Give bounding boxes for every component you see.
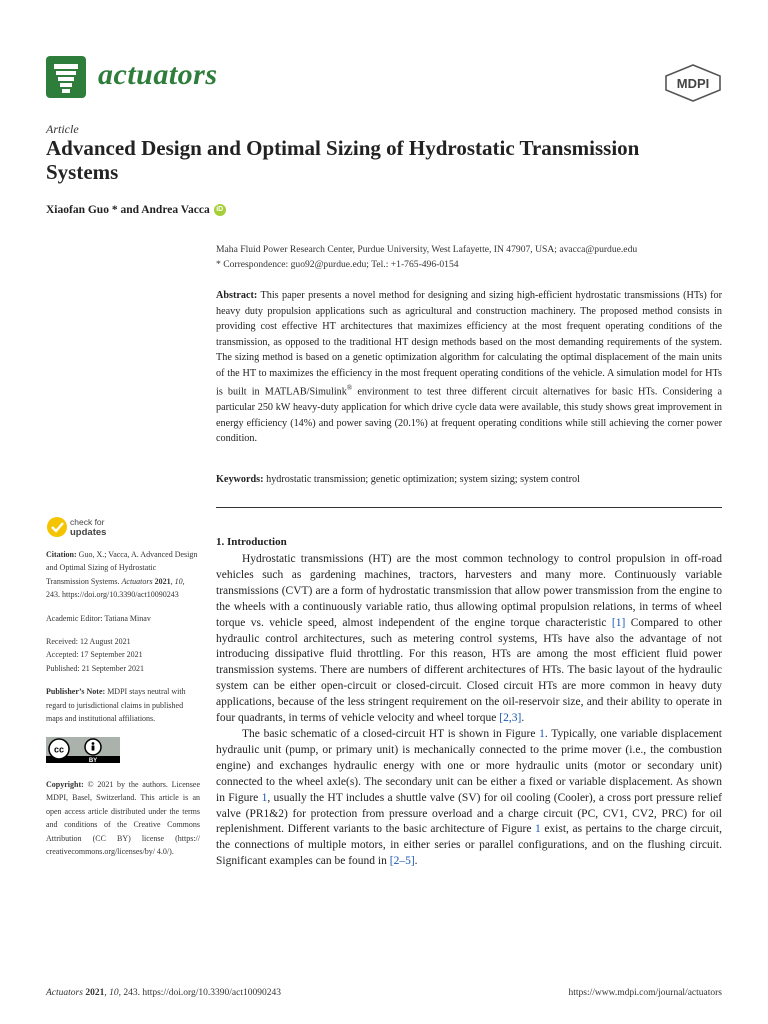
registered-mark: ® (346, 384, 353, 393)
divider (216, 507, 722, 508)
text-run: exist, as pertains to the charge circuit, the connections of multiple motors, in either series or parallel configurations, and on the flushing circuit. Significant examples can be found in (216, 823, 722, 868)
citation-volume: , 10, (170, 576, 185, 586)
cc-badge-label: BY (88, 758, 98, 764)
citation-doi[interactable]: 243. https://doi.org/10.3390/act10090243 (46, 590, 179, 600)
figure-link[interactable]: 1 (539, 727, 545, 740)
publishers-note (46, 685, 200, 725)
citation (46, 548, 200, 602)
check-updates-line2: updates (70, 527, 107, 538)
actuators-logo-icon (46, 56, 86, 98)
correspondence: * Correspondence: guo92@purdue.edu; Tel.: +1-765-496-0154 (216, 259, 459, 270)
citation-link[interactable]: [2–5] (389, 855, 415, 868)
keywords-text: hydrostatic transmission; genetic optimization; system sizing; system control (263, 474, 580, 485)
mdpi-label: MDPI (676, 76, 710, 91)
copyright-label: Copyright: (46, 779, 84, 789)
text-run: . (521, 712, 525, 725)
keywords-label: Keywords: (216, 474, 264, 485)
copyright (46, 778, 200, 858)
svg-text:cc: cc (53, 744, 65, 755)
authors (46, 204, 226, 216)
copyright-text: © 2021 by the authors. Licensee MDPI, Basel, Switzerland. This article is an open access article distributed under the terms and conditions of the Creative Commons Attribution (CC BY) license (https:// creativecommons.org/licenses/by/ 4.0/). (46, 779, 200, 856)
abstract-text-2: environment to test three different circuit alternatives for basic HTs. Considering a particular 250 kW heavy-duty application for which drive cycle data were available, this study shows great improvement in energy efficiency (14%) and power saving (20.1%) at frequent operating conditions while still achieving the corner power condition. (216, 386, 722, 445)
footer-year: 2021 (82, 988, 105, 998)
citation-year: 2021 (152, 576, 171, 586)
figure-link[interactable]: 1 (535, 823, 541, 836)
text-run: , usually the HT includes a shuttle valve (SV) for oil cooling (Cooler), a cross port pressure relief valve (PR1&2) for protection from pressure overload and a charge circuit (PC, CV1, CV2, PRC) for oil replenishment. Different variants to the basic architecture of Figure (216, 791, 722, 836)
abstract-label: Abstract: (216, 290, 258, 301)
footer-citation (46, 988, 281, 998)
text-run: . (414, 855, 418, 868)
text-run: Hydrostatic transmissions (HT) are the most common technology to control propulsion in off-road vehicles such as gardening machines, tractors, harvesters and many more. Continuously variable transmissions (CVT) are a form of hydrostatic transmission that allow power transmission from the engine to the wheels with a continuously variable ratio, thus allowing optimal propulsion relations, in terms of wheel torque vs. vehicle speed, almost independent of the engine torque characteristic (216, 553, 722, 629)
note-text: MDPI stays neutral with regard to jurisdictional claims in published maps and institutional affiliations. (46, 687, 186, 724)
figure-link[interactable]: 1 (261, 791, 268, 804)
introduction-body (216, 552, 722, 870)
academic-editor: Academic Editor: Tatiana Minav (46, 613, 151, 623)
journal-name: actuators (98, 58, 218, 91)
footer-journal: Actuators (46, 988, 83, 998)
dates (46, 635, 200, 675)
check-updates-icon (46, 516, 68, 538)
mdpi-logo-icon (664, 64, 722, 102)
text-run: The basic schematic of a closed-circuit HT is shown in Figure (242, 727, 540, 740)
footer-doi[interactable]: 243. https://doi.org/10.3390/act10090243 (120, 988, 281, 998)
authors-text: Xiaofan Guo * and Andrea Vacca (46, 204, 210, 216)
note-label: Publisher’s Note: (46, 687, 106, 697)
text-run: Compared to other hydraulic control architectures, such as metering control systems, HTs have also the advantage of not introducing dissipative fluid throttling. For this reason, HTs are among the most efficient fluid power transmission systems. There are numbers of different architectures of HTs. The basic layout of the hydraulic system can be either open-circuit or closed-circuit. Closed circuit HTs are more common in heavy duty applications, because of the less stringent requirement on the oil-reservoir size, and their ability to operate in four quadrants, in terms of vehicle velocity and wheel torque (216, 616, 722, 725)
accepted-date: Accepted: 17 September 2021 (46, 650, 143, 660)
section-heading-introduction: 1. Introduction (216, 536, 287, 548)
page-title: Advanced Design and Optimal Sizing of Hydrostatic Transmission Systems (46, 136, 640, 184)
abstract-text-1: This paper presents a novel method for designing and sizing high-efficient hydrostatic transmissions (HTs) for heavy duty propulsion applications such as agricultural and construction machinery. The proposed method consists in providing cost effective HT architectures that maximizes efficiency at the most frequent operating conditions of the transmission, as opposed to the traditional HT design methods based on the most demanding requirements of the system. The sizing method is based on a genetic optimization algorithm for calculating the optimal displacement of the main units of the HT to maximizes the efficiency in the most frequent operating conditions of the vehicle. A simulation model for HTs is built in MATLAB/Simulink (216, 290, 722, 398)
citation-journal: Actuators (121, 576, 153, 586)
citation-label: Citation: (46, 550, 77, 559)
check-for-updates-button[interactable] (46, 512, 200, 542)
text-run: . Typically, one variable displacement hydraulic unit (pump, or primary unit) is mechanically connected to the prime mover (i.e., the combustion engine) and exchanges hydraulic energy with one or more hydraulic units (motor or secondary unit) connected to the wheel axle(s). The secondary unit can be either a fixed or variable displacement. As shown in Figure (216, 727, 722, 804)
paragraph (216, 552, 722, 727)
citation-text: Guo, X.; Vacca, A. Advanced Design and Optimal Sizing of Hydrostatic Transmission Systems. (46, 550, 198, 586)
abstract (216, 288, 722, 447)
received-date: Received: 12 August 2021 (46, 637, 131, 647)
check-updates-line1: check for (70, 517, 105, 527)
orcid-icon[interactable]: iD (214, 204, 226, 216)
cc-by-license-icon[interactable] (46, 737, 120, 763)
citation-link[interactable]: [2,3] (499, 712, 522, 725)
citation-link[interactable]: [1] (611, 616, 626, 629)
published-date: Published: 21 September 2021 (46, 663, 144, 673)
footer-journal-url[interactable]: https://www.mdpi.com/journal/actuators (568, 988, 722, 998)
affiliation-block (216, 242, 726, 272)
article-type: Article (46, 122, 79, 136)
footer-volume: , 10, (104, 988, 121, 998)
paragraph (216, 727, 722, 870)
affiliation: Maha Fluid Power Research Center, Purdue University, West Lafayette, IN 47907, USA; avacca@purdue.edu (216, 244, 638, 255)
sidebar (46, 512, 200, 868)
keywords (216, 474, 722, 485)
journal-header (46, 56, 722, 106)
